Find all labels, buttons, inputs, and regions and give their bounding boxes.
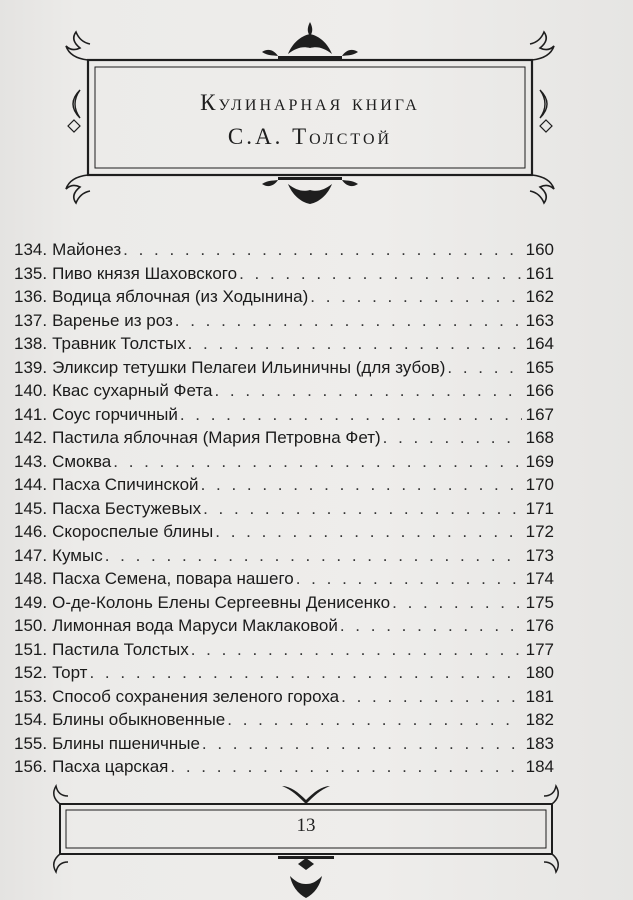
toc-entry-title: Пасха Спичинской [52,475,199,494]
toc-entry-number: 138. [14,334,48,353]
toc-entry [14,732,554,756]
page-number: 13 [296,815,316,836]
toc-entry-title: Пасха царская [52,757,169,776]
toc-leader-dots [227,708,522,732]
toc-entry-number: 143. [14,451,48,471]
toc-entry-page: 164 [525,334,554,353]
toc-entry-number: 137. [14,310,48,330]
toc-entry-title: Лимонная вода Маруси Маклаковой [52,616,338,635]
toc-entry-number: 135. [14,263,48,283]
toc-entry-page: 166 [525,381,554,400]
toc-leader-dots [89,661,522,685]
toc-entry-number: 146. [14,522,48,541]
table-of-contents [14,238,554,779]
toc-entry-page: 183 [525,733,554,753]
toc-leader-dots [113,450,522,474]
toc-entry-page: 182 [525,710,554,729]
toc-entry-page: 176 [525,616,554,635]
toc-leader-dots [340,614,522,638]
toc-entry-number: 140. [14,381,48,400]
toc-leader-dots [170,755,522,779]
toc-entry-page: 163 [525,310,554,330]
toc-entry-page: 175 [525,592,554,612]
toc-entry-page: 170 [525,475,554,494]
toc-entry [14,591,554,615]
toc-entry [14,426,554,450]
toc-entry [14,473,554,497]
toc-entry [14,403,554,427]
toc-entry-page: 167 [525,404,554,424]
toc-entry [14,685,554,709]
toc-entry-page: 165 [525,357,554,377]
toc-entry-title: Пастила яблочная (Мария Петровна Фет) [52,428,381,447]
toc-entry-number: 149. [14,592,48,612]
toc-leader-dots [105,544,522,568]
toc-entry-title: Блины пшеничные [52,733,200,753]
toc-entry-title: Кумыс [52,545,103,565]
toc-entry-title: Пиво князя Шаховского [52,263,238,283]
toc-entry [14,544,554,568]
toc-entry-number: 150. [14,616,48,635]
toc-leader-dots [203,497,522,521]
toc-entry-title: Пасха Семена, повара нашего [52,569,294,588]
toc-entry [14,661,554,685]
toc-entry-page: 173 [525,545,554,565]
toc-entry [14,520,554,544]
toc-entry-page: 160 [525,240,554,259]
toc-entry-number: 145. [14,498,48,518]
toc-entry [14,755,554,779]
toc-entry-number: 141. [14,404,48,424]
toc-entry-number: 156. [14,757,48,776]
toc-entry-number: 142. [14,428,48,447]
toc-entry [14,379,554,403]
toc-entry-title: Эликсир тетушки Пелагеи Ильиничны (для зубов) [52,357,446,377]
toc-leader-dots [392,591,522,615]
toc-entry-title: Соус горчичный [52,404,178,424]
toc-entry [14,614,554,638]
toc-entry [14,497,554,521]
toc-entry-page: 172 [525,522,554,541]
toc-entry-title: Варенье из роз [52,310,173,330]
toc-entry [14,285,554,309]
toc-entry [14,708,554,732]
toc-entry [14,262,554,286]
toc-entry-number: 152. [14,663,48,682]
toc-entry-page: 161 [525,263,554,283]
toc-entry-title: Пастила Толстых [52,639,189,659]
toc-leader-dots [296,567,522,591]
toc-leader-dots [383,426,522,450]
toc-entry [14,638,554,662]
book-title-line2: С.А. Толстой [227,124,393,149]
toc-leader-dots [123,238,522,262]
toc-entry-number: 148. [14,569,48,588]
toc-entry-number: 151. [14,639,48,659]
toc-entry [14,450,554,474]
toc-leader-dots [239,262,522,286]
toc-entry-title: Майонез [52,240,122,259]
toc-entry-page: 162 [525,287,554,306]
toc-entry-page: 168 [525,428,554,447]
toc-entry [14,356,554,380]
toc-entry-number: 134. [14,240,48,259]
toc-entry-title: Пасха Бестужевых [52,498,202,518]
toc-entry-page: 177 [525,639,554,659]
toc-entry-title: Блины обыкновенные [52,710,226,729]
toc-entry-page: 171 [525,498,554,518]
toc-entry-number: 139. [14,357,48,377]
toc-entry-title: Смоква [52,451,112,471]
toc-entry-number: 144. [14,475,48,494]
toc-entry-number: 154. [14,710,48,729]
toc-leader-dots [191,638,522,662]
footer-ornament [46,782,566,900]
toc-entry [14,238,554,262]
toc-entry-number: 155. [14,733,48,753]
toc-leader-dots [310,285,522,309]
header-ornament-frame [50,20,570,205]
toc-entry-title: О-де-Колонь Елены Сергеевны Денисенко [52,592,391,612]
toc-entry-title: Квас сухарный Фета [52,381,213,400]
toc-entry-page: 184 [525,757,554,776]
toc-leader-dots [214,379,522,403]
toc-entry-number: 153. [14,686,48,706]
toc-entry-page: 174 [525,569,554,588]
toc-entry-page: 181 [525,686,554,706]
toc-leader-dots [447,356,522,380]
toc-leader-dots [180,403,522,427]
book-title-line1: Кулинарная книга [200,90,420,115]
toc-leader-dots [202,732,522,756]
toc-entry-title: Способ сохранения зеленого гороха [52,686,340,706]
toc-leader-dots [201,473,522,497]
toc-entry-title: Торт [52,663,88,682]
toc-leader-dots [175,309,522,333]
toc-leader-dots [341,685,522,709]
toc-entry-page: 169 [525,451,554,471]
toc-leader-dots [215,520,522,544]
footer-ornament-icon [46,782,566,900]
toc-leader-dots [188,332,522,356]
toc-entry-title: Скороспелые блины [52,522,214,541]
toc-entry-number: 136. [14,287,48,306]
toc-entry-title: Водица яблочная (из Ходынина) [52,287,309,306]
toc-entry-page: 180 [525,663,554,682]
toc-entry [14,567,554,591]
toc-entry-number: 147. [14,545,48,565]
toc-entry [14,332,554,356]
toc-entry [14,309,554,333]
toc-entry-title: Травник Толстых [52,334,186,353]
